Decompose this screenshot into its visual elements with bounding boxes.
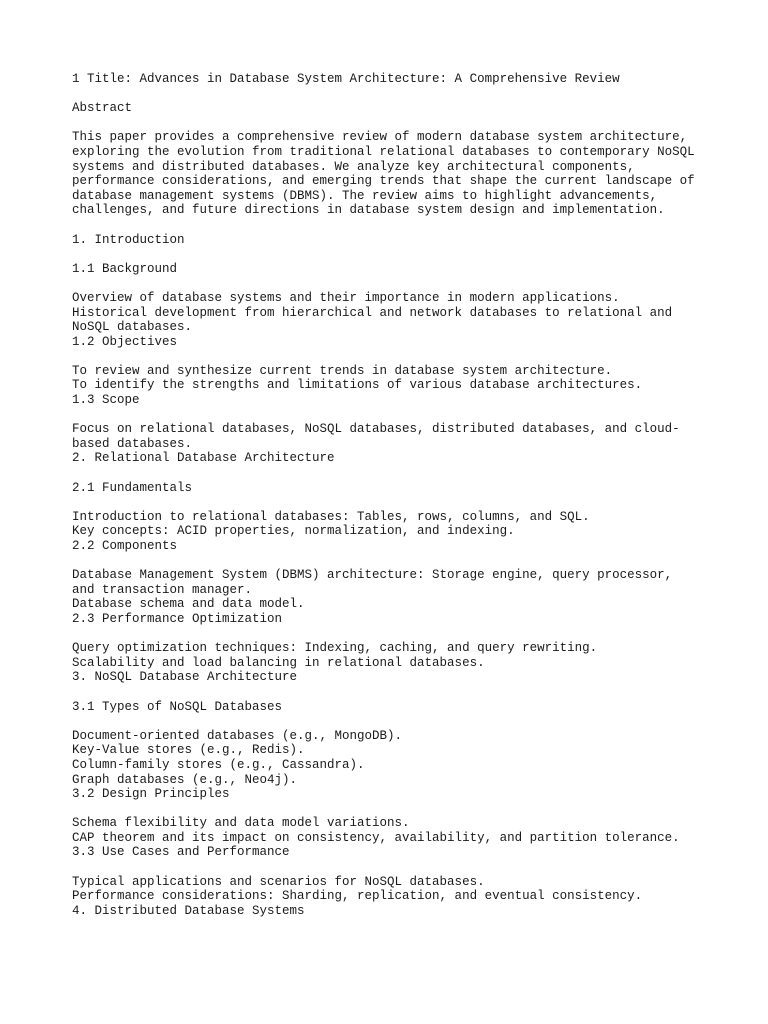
spacer: [72, 276, 712, 291]
spacer: [72, 218, 712, 233]
spacer: [72, 860, 712, 875]
subsection-heading: 3.1 Types of NoSQL Databases: [72, 699, 283, 714]
spacer: [72, 802, 712, 817]
abstract-line: performance considerations, and emerging trends that shape the current landscape of: [72, 174, 695, 189]
subsection-heading: 1.2 Objectives: [72, 334, 178, 349]
body-line: Scalability and load balancing in relational databases.: [72, 655, 485, 670]
subsection-heading: 2.3 Performance Optimization: [72, 611, 283, 626]
subsection-heading: 3.3 Use Cases and Performance: [72, 845, 290, 860]
body-line: Graph databases (e.g., Neo4j).: [72, 772, 298, 787]
body-line: Introduction to relational databases: Tables, rows, columns, and SQL.: [72, 509, 590, 524]
abstract-line: This paper provides a comprehensive review of modern database system architecture,: [72, 130, 688, 145]
body-line: NoSQL databases.: [72, 320, 193, 335]
abstract-line: database management systems (DBMS). The review aims to highlight advancements,: [72, 188, 658, 203]
spacer: [72, 466, 712, 481]
body-line: Document-oriented databases (e.g., MongoDB).: [72, 728, 403, 743]
spacer: [72, 408, 712, 423]
spacer: [72, 627, 712, 642]
body-line: Database Management System (DBMS) architecture: Storage engine, query processor,: [72, 568, 673, 583]
abstract-line: systems and distributed databases. We analyze key architectural components,: [72, 159, 635, 174]
subsection-heading: 3.2 Design Principles: [72, 787, 230, 802]
body-line: To identify the strengths and limitations of various database architectures.: [72, 378, 643, 393]
body-line: Performance considerations: Sharding, replication, and eventual consistency.: [72, 889, 643, 904]
subsection-heading: 1.1 Background: [72, 261, 178, 276]
body-line: Schema flexibility and data model variations.: [72, 816, 410, 831]
body-line: and transaction manager.: [72, 582, 253, 597]
spacer: [72, 495, 712, 510]
body-line: Column-family stores (e.g., Cassandra).: [72, 757, 365, 772]
section-heading: 3. NoSQL Database Architecture: [72, 670, 298, 685]
document-page: [72, 72, 712, 918]
spacer: [72, 87, 712, 102]
body-line: Key-Value stores (e.g., Redis).: [72, 743, 305, 758]
body-line: Query optimization techniques: Indexing, caching, and query rewriting.: [72, 641, 598, 656]
spacer: [72, 247, 712, 262]
body-line: Key concepts: ACID properties, normalization, and indexing.: [72, 524, 515, 539]
document-title: 1 Title: Advances in Database System Architecture: A Comprehensive Review: [72, 72, 620, 86]
spacer: [72, 714, 712, 729]
section-heading: 1. Introduction: [72, 232, 185, 247]
abstract-heading: Abstract: [72, 101, 133, 116]
subsection-heading: 2.2 Components: [72, 539, 178, 553]
body-line: Typical applications and scenarios for NoSQL databases.: [72, 874, 485, 889]
spacer: [72, 116, 712, 131]
abstract-line: challenges, and future directions in database system design and implementation.: [72, 203, 665, 218]
body-line: Focus on relational databases, NoSQL databases, distributed databases, and cloud-: [72, 422, 680, 437]
spacer: [72, 349, 712, 364]
spacer: [72, 554, 712, 569]
spacer: [72, 685, 712, 700]
body-line: CAP theorem and its impact on consistency, availability, and partition tolerance.: [72, 830, 680, 845]
abstract-line: exploring the evolution from traditional relational databases to contemporary NoSQL: [72, 144, 695, 159]
subsection-heading: 1.3 Scope: [72, 393, 140, 408]
body-line: Database schema and data model.: [72, 597, 305, 612]
section-heading: 2. Relational Database Architecture: [72, 451, 335, 466]
body-line: Historical development from hierarchical and network databases to relational and: [72, 305, 673, 320]
body-line: Overview of database systems and their importance in modern applications.: [72, 290, 620, 305]
body-line: To review and synthesize current trends in database system architecture.: [72, 363, 613, 378]
body-line: based databases.: [72, 436, 193, 451]
subsection-heading: 2.1 Fundamentals: [72, 480, 193, 495]
section-heading: 4. Distributed Database Systems: [72, 903, 305, 918]
